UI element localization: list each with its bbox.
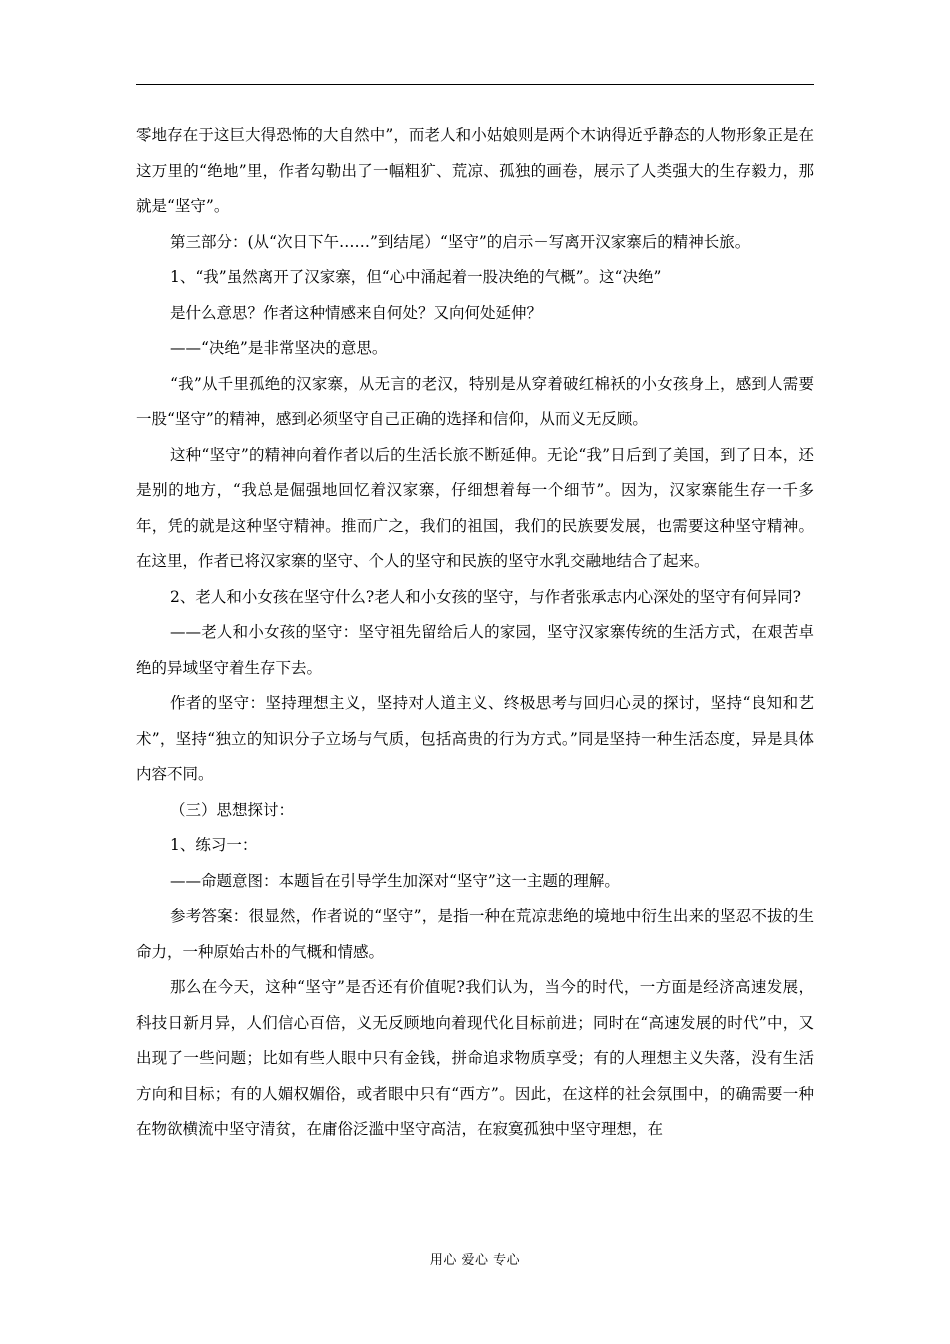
header-rule <box>136 84 814 85</box>
page-footer: 用心 爱心 专心 <box>429 1253 521 1268</box>
paragraph-13: ——命题意图：本题旨在引导学生加深对“坚守”这一主题的理解。 <box>170 871 620 890</box>
paragraph-12: 1、练习一： <box>170 836 258 854</box>
document-body <box>136 118 814 1148</box>
paragraph-5: ——“决绝”是非常坚决的意思。 <box>170 339 388 357</box>
paragraph-1: 零地存在于这巨大得恐怖的大自然中”，而老人和小姑娘则是两个木讷得近乎静态的人物形象正是在这万里的“绝地”里，作者勾勒出了一幅粗犷、荒凉、孤独的画卷，展示了人类强大的生存毅力，那就是“坚守”。 <box>136 126 814 215</box>
paragraph-15: 那么在今天，这种“坚守”是否还有价值呢?我们认为，当今的时代，一方面是经济高速发展，科技日新月异，人们信心百倍，义无反顾地向着现代化目标前进；同时在“高速发展的时代”中，又出现了一些问题；比如有些人眼中只有金钱，拼命追求物质享受；有的人理想主义失落，没有生活方向和目标；有的人媚权媚俗，或者眼中只有“西方”。因此，在这样的社会氛围中，的确需要一种在物欲横流中坚守清贫，在庸俗泛滥中坚守高洁，在寂寞孤独中坚守理想，在 <box>136 978 814 1138</box>
paragraph-3: 1、“我”虽然离开了汉家寨，但“心中涌起着一股决绝的气概”。这“决绝” <box>170 268 662 286</box>
paragraph-10: 作者的坚守：坚持理想主义，坚持对人道主义、终极思考与回归心灵的探讨，坚持“良知和艺术”，坚持“独立的知识分子立场与气质，包括高贵的行为方式。”同是坚持一种生活态度，异是具体内容不同。 <box>136 694 814 783</box>
paragraph-14: 参考答案：很显然，作者说的“坚守”，是指一种在荒凉悲绝的境地中衍生出来的坚忍不拔的生命力，一种原始古朴的气概和情感。 <box>136 907 814 961</box>
paragraph-9: ——老人和小女孩的坚守：坚守祖先留给后人的家园，坚守汉家寨传统的生活方式，在艰苦卓绝的异域坚守着生存下去。 <box>136 623 814 677</box>
paragraph-2: 第三部分：(从“次日下午……”到结尾）“坚守”的启示－写离开汉家寨后的精神长旅。 <box>170 232 751 251</box>
paragraph-4: 是什么意思？作者这种情感来自何处？又向何处延伸？ <box>170 303 543 322</box>
paragraph-11: （三）思想探讨： <box>170 800 295 819</box>
paragraph-6: “我”从千里孤绝的汉家寨，从无言的老汉，特别是从穿着破红棉袄的小女孩身上，感到人需要一股“坚守”的精神，感到必须坚守自己正确的选择和信仰，从而义无反顾。 <box>136 374 814 428</box>
paragraph-8: 2、老人和小女孩在坚守什么?老人和小女孩的坚守，与作者张承志内心深处的坚守有何异同? <box>170 587 801 606</box>
paragraph-7: 这种“坚守”的精神向着作者以后的生活长旅不断延伸。无论“我”日后到了美国，到了日本，还是别的地方，“我总是倔强地回忆着汉家寨，仔细想着每一个细节”。因为，汉家寨能生存一千多年，凭的就是这种坚守精神。推而广之，我们的祖国，我们的民族要发展，也需要这种坚守精神。在这里，作者已将汉家寨的坚守、个人的坚守和民族的坚守水乳交融地结合了起来。 <box>136 445 814 570</box>
